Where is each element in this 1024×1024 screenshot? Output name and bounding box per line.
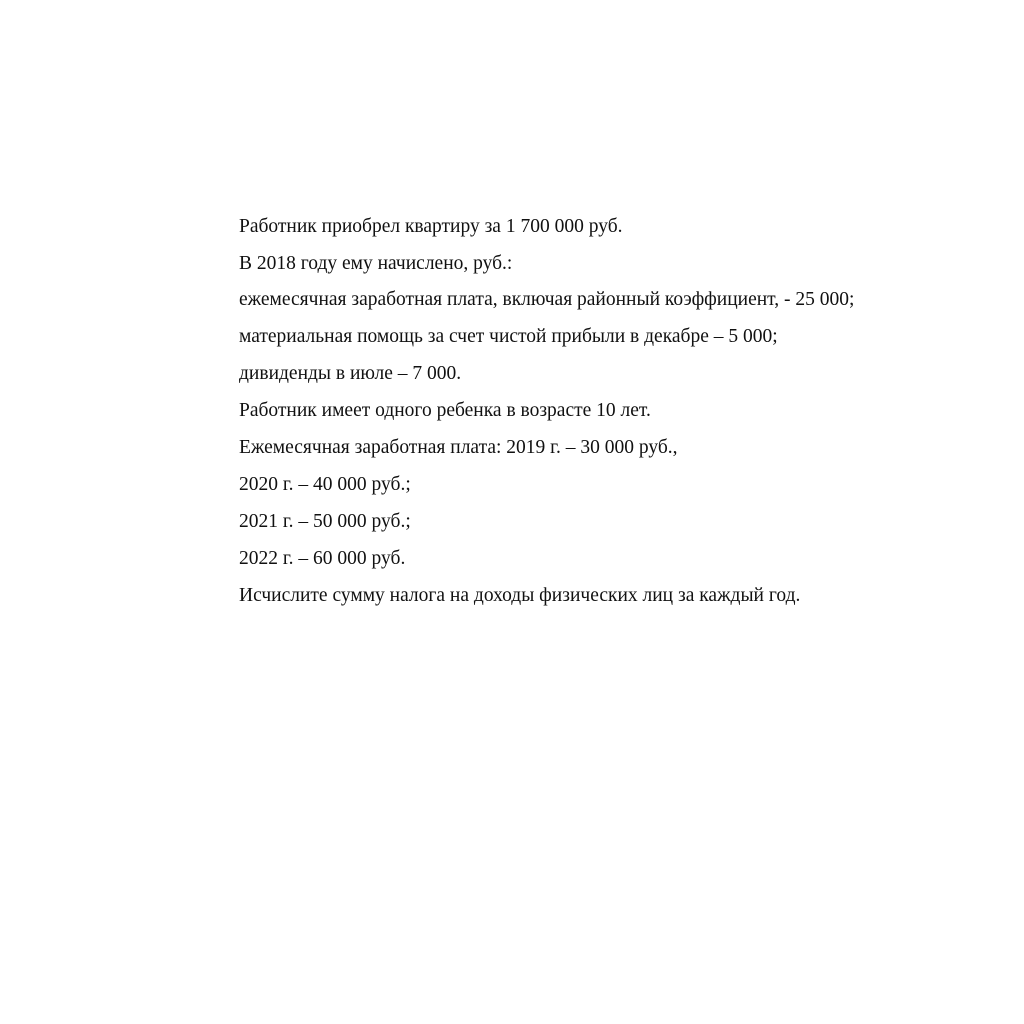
paragraph-task: Исчислите сумму налога на доходы физических лиц за каждый год. [239, 585, 801, 606]
paragraph-dividends: дивиденды в июле – 7 000. [239, 363, 462, 384]
document-body [184, 208, 904, 614]
paragraph-apartment-purchase: Работник приобрел квартиру за 1 700 000 руб. [239, 216, 623, 237]
paragraph-2018-accrued: В 2018 году ему начислено, руб.: [239, 253, 513, 274]
paragraph-salary-2022: 2022 г. – 60 000 руб. [239, 548, 406, 569]
paragraph-salary-2020: 2020 г. – 40 000 руб.; [239, 474, 411, 495]
paragraph-child: Работник имеет одного ребенка в возрасте 10 лет. [239, 400, 651, 421]
paragraph-material-aid: материальная помощь за счет чистой прибыли в декабре – 5 000; [239, 326, 778, 347]
paragraph-salary-2021: 2021 г. – 50 000 руб.; [239, 511, 411, 532]
paragraph-salary-2019: Ежемесячная заработная плата: 2019 г. – 30 000 руб., [239, 437, 678, 458]
paragraph-monthly-salary-2018: ежемесячная заработная плата, включая районный коэффициент, - 25 000; [239, 289, 855, 310]
